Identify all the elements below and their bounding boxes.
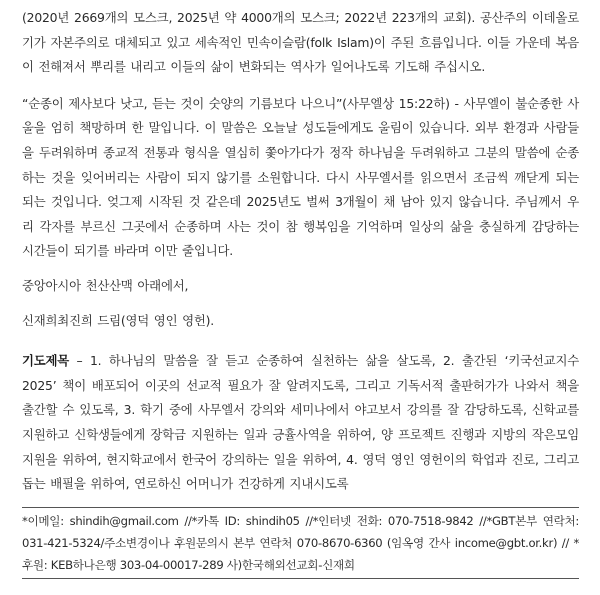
contact-info: *이메일: shindih@gmail.com //*카톡 ID: shindih05 //*인터넷 전화: 070-7518-9842 //*GBT본부 연락처: 031-421-5324/주소변경이나 후원문의시 본부 연락처 070-8670-6360 (임옥영 간사 income@gbt.or.kr) // *후원: KEB하나은행 303-04-00017-289 사)한국해외선교회-신재희 (22, 514, 579, 572)
document-body (22, 6, 579, 497)
paragraph-signature: 신재희최진희 드림(영덕 영인 영헌). (22, 312, 214, 328)
paragraph-obedience-reflection: “순종이 제사보다 낫고, 듣는 것이 숫양의 기름보다 나으니”(사무엘상 15:22하) - 사무엘이 불순종한 사울을 엄히 책망하며 한 말입니다. 이 말씀은 오늘날 성도들에게도 울림이 있습니다. 외부 환경과 사람들을 두려워하며 종교적 전통과 형식을 열심히 쫓아가다가 정작 하나님을 두려워하고 그분의 말씀에 순종하는 것을 잊어버리는 사람이 되지 않기를 소원합니다. 다시 사무엘서를 읽으면서 조금씩 깨닫게 되는 되는 것입니다. 엊그제 시작된 것 같은데 2025년도 벌써 3개월이 채 남아 있지 않습니다. 주님께서 우리 각자를 부르신 그곳에서 순종하며 사는 것이 참 행복임을 기억하며 일상의 삶을 충실하게 감당하는 시간들이 되기를 바라며 이만 줄입니다. (22, 95, 579, 259)
prayer-requests-label: 기도제목 (22, 353, 70, 369)
prayer-requests (22, 349, 579, 497)
contact-footer (22, 507, 579, 579)
paragraph-mosque-statistics: (2020년 2669개의 모스크, 2025년 약 4000개의 모스크; 2022년 223개의 교회). 공산주의 이데올로기가 자본주의로 대체되고 있고 세속적인 민속이슬람(folk Islam)이 주된 흐름입니다. 이들 가운데 복음이 전해져서 뿌리를 내리고 이들의 삶이 변화되는 역사가 일어나도록 기도해 주십시오. (22, 10, 579, 75)
prayer-requests-text: – 1. 하나님의 말씀을 잘 듣고 순종하여 실천하는 삶을 살도록, 2. 출간된 ‘키국선교지수 2025’ 책이 배포되어 이곳의 선교적 필요가 잘 알려지도록, 그리고 기독서적 출판허가가 나와서 책을 출간할 수 있도록, 3. 학기 중에 사무엘서 강의와 세미나에서 야고보서 강의를 잘 감당하도록, 신학교를 지원하고 신학생들에게 장학금 지원하는 일과 긍휼사역을 위하여, 양 프로젝트 진행과 지방의 작은모임 지원을 위하여, 현지학교에서 한국어 강의하는 일을 위하여, 4. 영덕 영인 영헌이의 학업과 진로, 그리고 돕는 배필을 위하여, 연로하신 어머니가 건강하게 지내시도록 (22, 353, 579, 492)
paragraph-location-closing: 중앙아시아 천산산맥 아래에서, (22, 277, 189, 293)
